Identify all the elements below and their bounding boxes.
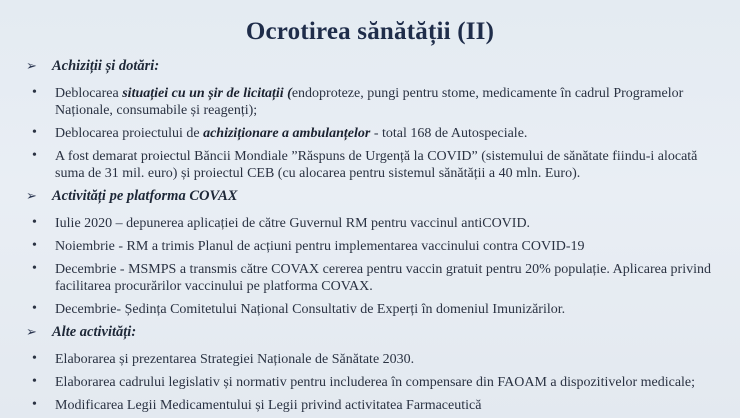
- text-line: [55, 148, 740, 165]
- text-run: Deblocarea: [55, 86, 123, 101]
- bullet-dot-icon: •: [32, 85, 37, 100]
- list-item: [0, 148, 740, 182]
- list-item-text: [55, 85, 740, 119]
- text-line: [55, 102, 740, 119]
- text-run: Decembrie - MSMPS a transmis către COVAX cererea pentru vaccin gratuit pentru 20% populație. Aplicarea privind: [55, 262, 711, 277]
- list-item-text: [55, 238, 740, 255]
- text-run: Elaborarea cadrului legislativ și normativ pentru includerea în compensare din FAOAM a dispozitivelor medicale;: [55, 375, 696, 390]
- bullet-dot-icon: •: [32, 301, 37, 316]
- list-item: [0, 261, 740, 295]
- text-run: Decembrie- Ședința Comitetului Național Consultativ de Experți în domeniul Imunizărilor.: [55, 302, 566, 317]
- list-item: [0, 215, 740, 232]
- text-line: [55, 301, 740, 318]
- list-item: [0, 85, 740, 119]
- text-line: [55, 125, 740, 142]
- arrow-bullet-icon: ➢: [26, 325, 37, 340]
- text-line: [55, 85, 740, 102]
- arrow-bullet-icon: ➢: [26, 189, 37, 204]
- list-item-text: [55, 351, 740, 368]
- list-item-text: [55, 215, 740, 232]
- arrow-bullet-icon: ➢: [26, 59, 37, 74]
- text-line: [55, 374, 740, 391]
- section-label: Achiziții și dotări:: [52, 58, 160, 74]
- bullet-dot-icon: •: [32, 215, 37, 230]
- slide-title: Ocrotirea sănătății (II): [245, 18, 495, 45]
- list-item-text: [55, 374, 740, 391]
- bullet-dot-icon: •: [32, 351, 37, 366]
- text-line: [55, 215, 740, 232]
- list-item: [0, 397, 740, 414]
- list-item-text: [55, 301, 740, 318]
- text-run: Deblocarea proiectului de: [55, 126, 204, 141]
- list-item: [0, 125, 740, 142]
- list-item: [0, 238, 740, 255]
- section-heading: [0, 58, 740, 80]
- emphasized-text: achiziționare a ambulanțelor: [203, 126, 371, 141]
- bullet-dot-icon: •: [32, 374, 37, 389]
- text-run: Noiembrie - RM a trimis Planul de acțiuni pentru implementarea vaccinului contra COVID-19: [55, 239, 585, 254]
- section-heading: [0, 324, 740, 346]
- text-line: [55, 278, 740, 295]
- section-label: Activități pe platforma COVAX: [52, 188, 238, 204]
- list-item-text: [55, 125, 740, 142]
- text-line: [55, 397, 740, 414]
- text-line: [55, 351, 740, 368]
- text-run: facilitarea procurărilor vaccinului pe platforma COVAX.: [55, 279, 373, 294]
- section-heading: [0, 188, 740, 210]
- bullet-dot-icon: •: [32, 238, 37, 253]
- text-run: Modificarea Legii Medicamentului și Legii privind activitatea Farmaceutică: [55, 398, 482, 413]
- list-item: [0, 374, 740, 391]
- bullet-dot-icon: •: [32, 125, 37, 140]
- text-run: A fost demarat proiectul Băncii Mondiale ”Răspuns de Urgență la COVID” (sistemului de sănătate fiindu-i alocată: [55, 149, 698, 164]
- text-line: [55, 165, 740, 182]
- text-run: Naționale, consumabile și reagenți);: [55, 103, 258, 118]
- bullet-dot-icon: •: [32, 261, 37, 276]
- emphasized-text: situației cu un șir de licitații (: [122, 86, 292, 101]
- text-run: Elaborarea și prezentarea Strategiei Naționale de Sănătate 2030.: [55, 352, 415, 367]
- list-item: [0, 301, 740, 318]
- text-run: suma de 31 mil. euro) și proiectul CEB (cu alocarea pentru sistemul sănătății a 40 mln. Euro).: [55, 166, 581, 181]
- list-item: [0, 351, 740, 368]
- list-item-text: [55, 397, 740, 414]
- section-label: Alte activități:: [52, 324, 137, 340]
- list-item-text: [55, 261, 740, 295]
- slide-content: [0, 56, 740, 418]
- bullet-dot-icon: •: [32, 148, 37, 163]
- list-item-text: [55, 148, 740, 182]
- bullet-dot-icon: •: [32, 397, 37, 412]
- text-run: endoproteze, pungi pentru stome, medicamente în cadrul Programelor: [291, 86, 684, 101]
- text-line: [55, 261, 740, 278]
- text-line: [55, 238, 740, 255]
- text-run: - total 168 de Autospeciale.: [370, 126, 528, 141]
- text-run: Iulie 2020 – depunerea aplicației de către Guvernul RM pentru vaccinul antiCOVID.: [55, 216, 531, 231]
